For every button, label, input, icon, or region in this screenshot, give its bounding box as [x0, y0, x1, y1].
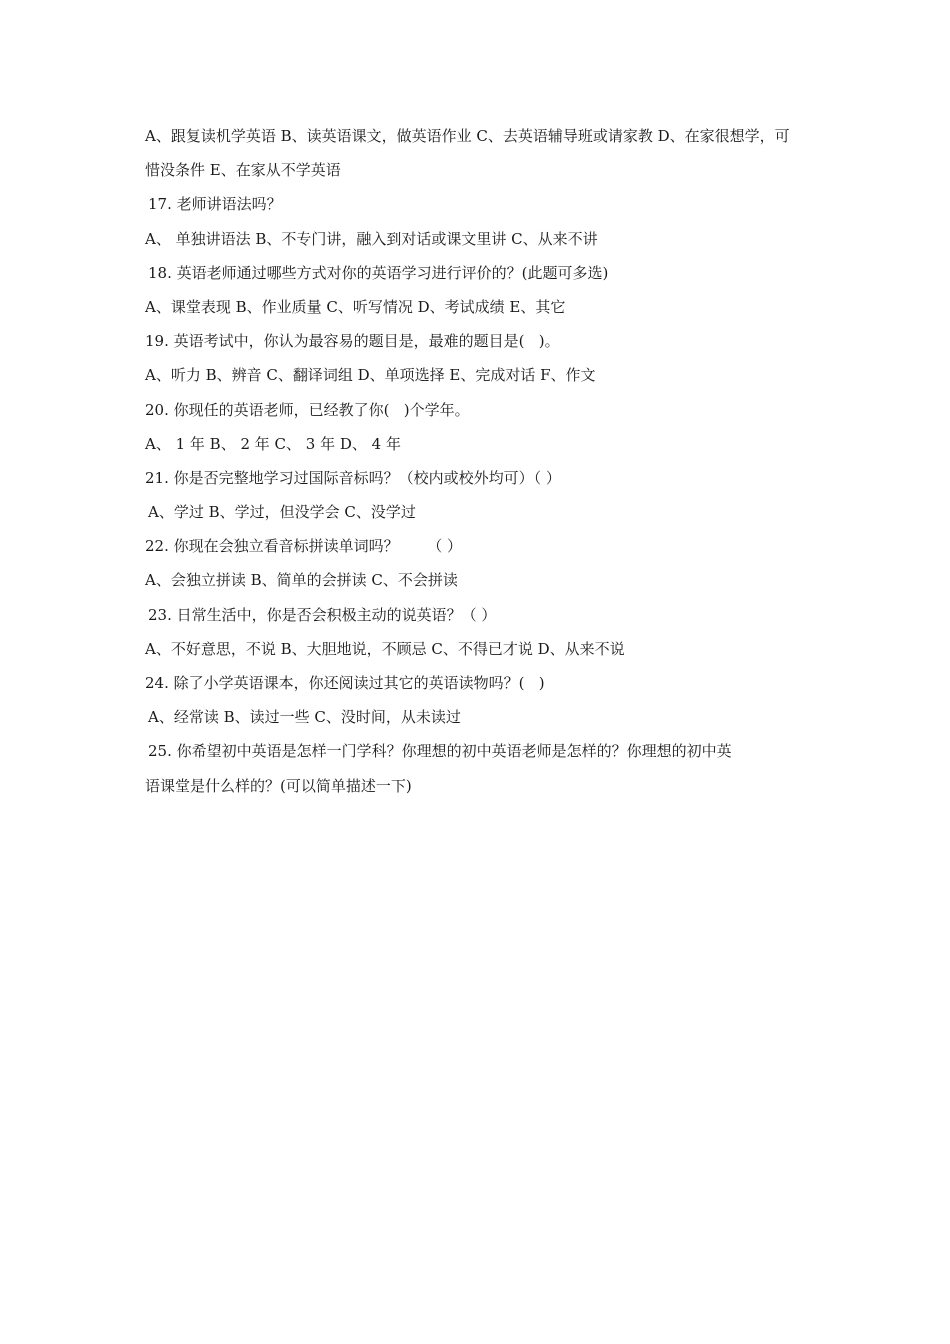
question-21: 21. 你是否完整地学习过国际音标吗？（校内或校外均可）（ ）: [145, 468, 561, 487]
question-23: 23. 日常生活中，你是否会积极主动的说英语？（ ）: [148, 605, 497, 624]
options-18: A、课堂表现 B、作业质量 C、听写情况 D、考试成绩 E、其它: [145, 297, 566, 316]
question-20: 20. 你现任的英语老师，已经教了你( )个学年。: [145, 400, 470, 419]
options-20: A、 1 年 B、 2 年 C、 3 年 D、 4 年: [145, 434, 401, 453]
options-17: A、 单独讲语法 B、不专门讲，融入到对话或课文里讲 C、从来不讲: [145, 229, 598, 248]
question-18: 18. 英语老师通过哪些方式对你的英语学习进行评价的？(此题可多选): [148, 263, 609, 282]
question-25-line-1: 25. 你希望初中英语是怎样一门学科？你理想的初中英语老师是怎样的？你理想的初中英: [148, 742, 732, 761]
options-19: A、听力 B、辨音 C、翻译词组 D、单项选择 E、完成对话 F、作文: [145, 366, 596, 385]
question-22: 22. 你现在会独立看音标拼读单词吗？ （ ）: [145, 537, 463, 556]
question-19: 19. 英语考试中，你认为最容易的题目是，最难的题目是( )。: [145, 332, 560, 351]
options-23: A、不好意思，不说 B、大胆地说，不顾忌 C、不得已才说 D、从来不说: [145, 639, 625, 658]
document-body: [145, 122, 825, 806]
options-24: A、经常读 B、读过一些 C、没时间，从未读过: [148, 708, 461, 727]
question-24: 24. 除了小学英语课本，你还阅读过其它的英语读物吗？( ): [145, 674, 545, 692]
options-22: A、会独立拼读 B、简单的会拼读 C、不会拼读: [145, 571, 458, 590]
option-line-q16-a: A、跟复读机学英语 B、读英语课文，做英语作业 C、去英语辅导班或请家教 D、在家很想学，可: [145, 127, 790, 145]
options-21: A、学过 B、学过，但没学会 C、没学过: [148, 503, 416, 522]
option-line-q16-b: 惜没条件 E、在家从不学英语: [145, 161, 341, 180]
question-25-line-2: 语课堂是什么样的？(可以简单描述一下): [145, 776, 412, 795]
question-17: 17. 老师讲语法吗？: [148, 195, 282, 214]
